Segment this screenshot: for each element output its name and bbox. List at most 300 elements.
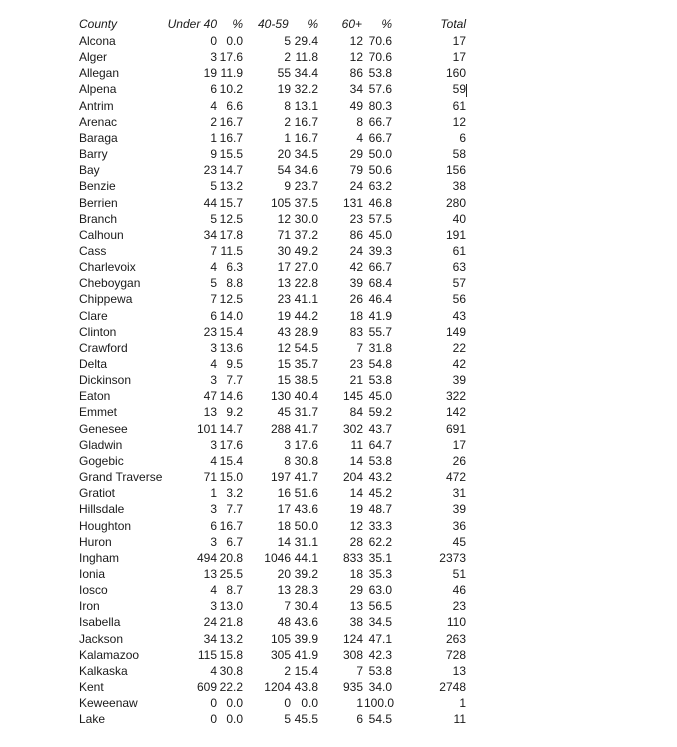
county-cell[interactable]: Jackson (79, 632, 124, 646)
under-40-percent-cell[interactable]: 14.0 (219, 309, 243, 323)
total-cell[interactable]: 61 (452, 99, 466, 113)
header-under-40-percent[interactable]: % (232, 17, 243, 31)
age-60-plus-cell[interactable]: 14 (349, 486, 363, 500)
age-60-plus-percent-cell[interactable]: 57.6 (368, 82, 392, 96)
age-40-59-percent-cell[interactable]: 45.5 (294, 712, 318, 726)
age-40-59-cell[interactable]: 45 (277, 405, 291, 419)
county-cell[interactable]: Clare (79, 309, 108, 323)
age-60-plus-cell[interactable]: 18 (349, 567, 363, 581)
age-40-59-percent-cell[interactable]: 29.4 (294, 34, 318, 48)
age-60-plus-cell[interactable]: 86 (349, 66, 363, 80)
age-40-59-percent-cell[interactable]: 30.4 (294, 599, 318, 613)
under-40-percent-cell[interactable]: 30.8 (219, 664, 243, 678)
under-40-percent-cell[interactable]: 17.8 (219, 228, 243, 242)
under-40-percent-cell[interactable]: 8.7 (226, 583, 243, 597)
total-cell[interactable]: 56 (452, 292, 466, 306)
county-cell[interactable]: Lake (79, 712, 106, 726)
age-40-59-percent-cell[interactable]: 41.7 (294, 470, 318, 484)
age-60-plus-cell[interactable]: 13 (349, 599, 363, 613)
age-60-plus-percent-cell[interactable]: 31.8 (368, 341, 392, 355)
age-60-plus-cell[interactable]: 7 (356, 664, 363, 678)
header-40-59-percent[interactable]: % (307, 17, 318, 31)
under-40-percent-cell[interactable]: 13.2 (219, 632, 243, 646)
age-60-plus-percent-cell[interactable]: 46.8 (368, 196, 392, 210)
county-cell[interactable]: Benzie (79, 179, 116, 193)
age-60-plus-percent-cell[interactable]: 55.7 (368, 325, 392, 339)
age-40-59-cell[interactable]: 43 (277, 325, 291, 339)
age-40-59-cell[interactable]: 71 (277, 228, 291, 242)
age-60-plus-cell[interactable]: 23 (349, 212, 363, 226)
age-40-59-cell[interactable]: 2 (284, 664, 291, 678)
age-60-plus-cell[interactable]: 86 (349, 228, 363, 242)
age-60-plus-percent-cell[interactable]: 39.3 (368, 244, 392, 258)
header-60-plus[interactable]: 60+ (341, 17, 362, 31)
age-60-plus-cell[interactable]: 84 (349, 405, 363, 419)
age-40-59-cell[interactable]: 0 (284, 696, 291, 710)
age-60-plus-percent-cell[interactable]: 34.0 (368, 680, 392, 694)
age-40-59-cell[interactable]: 1 (284, 131, 291, 145)
age-60-plus-percent-cell[interactable]: 33.3 (368, 519, 392, 533)
age-40-59-percent-cell[interactable]: 35.7 (294, 357, 318, 371)
county-cell[interactable]: Gogebic (79, 454, 124, 468)
age-60-plus-cell[interactable]: 302 (342, 422, 363, 436)
under-40-percent-cell[interactable]: 21.8 (219, 615, 243, 629)
age-40-59-percent-cell[interactable]: 0.0 (301, 696, 318, 710)
age-40-59-cell[interactable]: 5 (284, 34, 291, 48)
age-60-plus-cell[interactable]: 4 (356, 131, 363, 145)
under-40-cell[interactable]: 0 (210, 712, 217, 726)
county-cell[interactable]: Houghton (79, 519, 132, 533)
total-cell[interactable]: 26 (452, 454, 466, 468)
county-cell[interactable]: Cheboygan (79, 276, 141, 290)
age-40-59-percent-cell[interactable]: 43.8 (294, 680, 318, 694)
total-cell[interactable]: 22 (452, 341, 466, 355)
header-total[interactable]: Total (440, 17, 466, 31)
under-40-percent-cell[interactable]: 15.7 (219, 196, 243, 210)
total-cell[interactable]: 728 (445, 648, 466, 662)
under-40-cell[interactable]: 13 (203, 567, 217, 581)
age-40-59-percent-cell[interactable]: 38.5 (294, 373, 318, 387)
age-60-plus-percent-cell[interactable]: 56.5 (368, 599, 392, 613)
county-cell[interactable]: Genesee (79, 422, 128, 436)
under-40-percent-cell[interactable]: 7.7 (226, 373, 243, 387)
age-40-59-cell[interactable]: 3 (284, 438, 291, 452)
header-under-40[interactable]: Under 40 (167, 17, 217, 31)
age-40-59-percent-cell[interactable]: 30.0 (294, 212, 318, 226)
age-40-59-cell[interactable]: 13 (277, 276, 291, 290)
age-40-59-cell[interactable]: 54 (277, 163, 291, 177)
age-40-59-percent-cell[interactable]: 22.8 (294, 276, 318, 290)
county-cell[interactable]: Alcona (79, 34, 116, 48)
age-60-plus-percent-cell[interactable]: 48.7 (368, 502, 392, 516)
under-40-cell[interactable]: 44 (203, 196, 217, 210)
age-60-plus-cell[interactable]: 204 (342, 470, 363, 484)
county-cell[interactable]: Bay (79, 163, 100, 177)
age-60-plus-cell[interactable]: 6 (356, 712, 363, 726)
under-40-cell[interactable]: 1 (210, 131, 217, 145)
age-60-plus-cell[interactable]: 42 (349, 260, 363, 274)
age-60-plus-cell[interactable]: 38 (349, 615, 363, 629)
age-60-plus-cell[interactable]: 131 (342, 196, 363, 210)
total-cell[interactable]: 12 (452, 115, 466, 129)
under-40-percent-cell[interactable]: 11.9 (220, 66, 243, 80)
age-60-plus-percent-cell[interactable]: 62.2 (368, 535, 392, 549)
under-40-cell[interactable]: 6 (210, 519, 217, 533)
age-40-59-percent-cell[interactable]: 50.0 (294, 519, 318, 533)
age-60-plus-cell[interactable]: 79 (349, 163, 363, 177)
age-40-59-cell[interactable]: 17 (277, 260, 291, 274)
under-40-percent-cell[interactable]: 6.7 (226, 535, 243, 549)
under-40-percent-cell[interactable]: 7.7 (226, 502, 243, 516)
total-cell[interactable]: 110 (446, 615, 466, 629)
age-40-59-cell[interactable]: 12 (277, 212, 291, 226)
age-40-59-cell[interactable]: 20 (277, 147, 291, 161)
age-60-plus-percent-cell[interactable]: 43.7 (368, 422, 392, 436)
under-40-percent-cell[interactable]: 14.7 (219, 163, 243, 177)
age-40-59-percent-cell[interactable]: 28.9 (294, 325, 318, 339)
county-cell[interactable]: Alger (79, 50, 108, 64)
county-cell[interactable]: Keweenaw (79, 696, 138, 710)
county-cell[interactable]: Alpena (79, 82, 117, 96)
age-60-plus-cell[interactable]: 49 (349, 99, 363, 113)
age-60-plus-cell[interactable]: 11 (350, 438, 363, 452)
under-40-percent-cell[interactable]: 10.2 (219, 82, 243, 96)
age-60-plus-cell[interactable]: 833 (342, 551, 363, 565)
age-60-plus-cell[interactable]: 39 (349, 276, 363, 290)
age-40-59-cell[interactable]: 23 (277, 292, 291, 306)
age-40-59-cell[interactable]: 7 (284, 599, 291, 613)
age-60-plus-percent-cell[interactable]: 53.8 (368, 664, 392, 678)
age-40-59-cell[interactable]: 1204 (264, 680, 291, 694)
county-cell[interactable]: Arenac (79, 115, 118, 129)
age-60-plus-cell[interactable]: 935 (342, 680, 363, 694)
county-cell[interactable]: Chippewa (79, 292, 133, 306)
age-40-59-percent-cell[interactable]: 44.2 (294, 309, 318, 323)
age-60-plus-percent-cell[interactable]: 45.0 (368, 228, 392, 242)
age-60-plus-percent-cell[interactable]: 66.7 (368, 260, 392, 274)
age-60-plus-percent-cell[interactable]: 63.0 (368, 583, 392, 597)
age-60-plus-percent-cell[interactable]: 34.5 (368, 615, 392, 629)
total-cell[interactable]: 280 (445, 196, 466, 210)
age-40-59-percent-cell[interactable]: 11.8 (295, 50, 318, 64)
age-40-59-cell[interactable]: 15 (277, 373, 291, 387)
total-cell[interactable]: 31 (452, 486, 466, 500)
under-40-percent-cell[interactable]: 13.6 (219, 341, 243, 355)
total-cell[interactable]: 160 (445, 66, 466, 80)
age-40-59-percent-cell[interactable]: 44.1 (294, 551, 318, 565)
age-60-plus-cell[interactable]: 1 (356, 696, 363, 710)
county-cell[interactable]: Kent (79, 680, 104, 694)
under-40-cell[interactable]: 4 (210, 357, 217, 371)
age-40-59-percent-cell[interactable]: 39.2 (294, 567, 318, 581)
age-60-plus-percent-cell[interactable]: 66.7 (368, 115, 392, 129)
under-40-percent-cell[interactable]: 16.7 (219, 519, 243, 533)
age-40-59-percent-cell[interactable]: 30.8 (294, 454, 318, 468)
age-60-plus-cell[interactable]: 7 (356, 341, 363, 355)
county-cell[interactable]: Delta (79, 357, 108, 371)
county-cell[interactable]: Berrien (79, 196, 118, 210)
age-60-plus-cell[interactable]: 28 (349, 535, 363, 549)
total-cell[interactable]: 59 (452, 82, 466, 96)
age-40-59-cell[interactable]: 14 (277, 535, 291, 549)
under-40-cell[interactable]: 3 (210, 341, 217, 355)
total-cell[interactable]: 42 (452, 357, 466, 371)
under-40-cell[interactable]: 23 (203, 163, 217, 177)
age-60-plus-percent-cell[interactable]: 57.5 (368, 212, 392, 226)
under-40-percent-cell[interactable]: 3.2 (226, 486, 243, 500)
age-40-59-cell[interactable]: 19 (277, 309, 291, 323)
under-40-percent-cell[interactable]: 14.7 (219, 422, 243, 436)
total-cell[interactable]: 36 (452, 519, 466, 533)
under-40-cell[interactable]: 1 (210, 486, 217, 500)
age-60-plus-percent-cell[interactable]: 53.8 (368, 66, 392, 80)
under-40-percent-cell[interactable]: 12.5 (219, 212, 243, 226)
under-40-percent-cell[interactable]: 8.8 (226, 276, 243, 290)
county-cell[interactable]: Huron (79, 535, 112, 549)
total-cell[interactable]: 17 (452, 438, 466, 452)
total-cell[interactable]: 63 (452, 260, 466, 274)
age-40-59-percent-cell[interactable]: 37.2 (294, 228, 318, 242)
age-40-59-percent-cell[interactable]: 34.6 (294, 163, 318, 177)
under-40-percent-cell[interactable]: 9.5 (226, 357, 243, 371)
under-40-cell[interactable]: 3 (210, 535, 217, 549)
age-60-plus-percent-cell[interactable]: 63.2 (368, 179, 392, 193)
age-40-59-cell[interactable]: 9 (284, 179, 291, 193)
under-40-percent-cell[interactable]: 15.8 (219, 648, 243, 662)
total-cell[interactable]: 39 (452, 502, 466, 516)
total-cell[interactable]: 40 (452, 212, 466, 226)
total-cell[interactable]: 17 (452, 50, 466, 64)
age-60-plus-percent-cell[interactable]: 66.7 (368, 131, 392, 145)
age-60-plus-percent-cell[interactable]: 54.5 (368, 712, 392, 726)
age-60-plus-percent-cell[interactable]: 50.0 (368, 147, 392, 161)
total-cell[interactable]: 45 (452, 535, 466, 549)
under-40-percent-cell[interactable]: 6.3 (226, 260, 243, 274)
header-40-59[interactable]: 40-59 (258, 17, 289, 31)
age-40-59-percent-cell[interactable]: 37.5 (294, 196, 318, 210)
total-cell[interactable]: 23 (452, 599, 466, 613)
age-60-plus-percent-cell[interactable]: 53.8 (368, 373, 392, 387)
age-60-plus-percent-cell[interactable]: 41.9 (368, 309, 392, 323)
age-40-59-percent-cell[interactable]: 51.6 (294, 486, 318, 500)
age-40-59-percent-cell[interactable]: 41.7 (294, 422, 318, 436)
age-40-59-cell[interactable]: 48 (277, 615, 291, 629)
age-40-59-percent-cell[interactable]: 27.0 (294, 260, 318, 274)
age-60-plus-percent-cell[interactable]: 45.2 (368, 486, 392, 500)
age-40-59-cell[interactable]: 197 (270, 470, 291, 484)
age-60-plus-cell[interactable]: 124 (342, 632, 363, 646)
age-60-plus-percent-cell[interactable]: 53.8 (368, 454, 392, 468)
header-county[interactable]: County (79, 17, 118, 31)
under-40-cell[interactable]: 6 (210, 82, 217, 96)
total-cell[interactable]: 191 (445, 228, 466, 242)
age-60-plus-percent-cell[interactable]: 59.2 (368, 405, 392, 419)
age-40-59-cell[interactable]: 130 (270, 389, 291, 403)
age-40-59-cell[interactable]: 2 (284, 115, 291, 129)
age-40-59-percent-cell[interactable]: 31.1 (294, 535, 318, 549)
under-40-percent-cell[interactable]: 25.5 (219, 567, 243, 581)
age-60-plus-cell[interactable]: 18 (349, 309, 363, 323)
total-cell[interactable]: 11 (453, 712, 466, 726)
county-cell[interactable]: Charlevoix (79, 260, 136, 274)
under-40-cell[interactable]: 71 (203, 470, 217, 484)
age-40-59-percent-cell[interactable]: 15.4 (294, 664, 318, 678)
under-40-cell[interactable]: 4 (210, 583, 217, 597)
county-cell[interactable]: Cass (79, 244, 107, 258)
age-40-59-cell[interactable]: 17 (277, 502, 291, 516)
age-40-59-percent-cell[interactable]: 17.6 (294, 438, 318, 452)
total-cell[interactable]: 46 (452, 583, 466, 597)
age-40-59-cell[interactable]: 20 (277, 567, 291, 581)
under-40-percent-cell[interactable]: 15.5 (219, 147, 243, 161)
county-cell[interactable]: Grand Traverse (79, 470, 163, 484)
age-40-59-percent-cell[interactable]: 28.3 (294, 583, 318, 597)
total-cell[interactable]: 58 (452, 147, 466, 161)
total-cell[interactable]: 1 (459, 696, 466, 710)
age-60-plus-percent-cell[interactable]: 100.0 (364, 696, 395, 710)
age-60-plus-cell[interactable]: 29 (349, 147, 363, 161)
under-40-cell[interactable]: 19 (203, 66, 217, 80)
total-cell[interactable]: 6 (459, 131, 466, 145)
age-60-plus-cell[interactable]: 12 (349, 34, 363, 48)
age-60-plus-cell[interactable]: 8 (356, 115, 363, 129)
age-60-plus-percent-cell[interactable]: 35.3 (368, 567, 392, 581)
age-40-59-cell[interactable]: 5 (284, 712, 291, 726)
age-40-59-cell[interactable]: 105 (270, 632, 291, 646)
under-40-cell[interactable]: 23 (203, 325, 217, 339)
total-cell[interactable]: 142 (445, 405, 466, 419)
under-40-cell[interactable]: 24 (203, 615, 217, 629)
age-40-59-cell[interactable]: 15 (277, 357, 291, 371)
age-40-59-percent-cell[interactable]: 16.7 (294, 131, 318, 145)
age-40-59-cell[interactable]: 288 (270, 422, 291, 436)
total-cell[interactable]: 38 (452, 179, 466, 193)
under-40-percent-cell[interactable]: 17.6 (219, 50, 243, 64)
under-40-cell[interactable]: 4 (210, 260, 217, 274)
county-cell[interactable]: Ingham (79, 551, 120, 565)
age-60-plus-cell[interactable]: 23 (349, 357, 363, 371)
age-40-59-cell[interactable]: 55 (277, 66, 291, 80)
header-60-plus-percent[interactable]: % (381, 17, 392, 31)
under-40-cell[interactable]: 4 (210, 664, 217, 678)
under-40-cell[interactable]: 3 (210, 502, 217, 516)
under-40-percent-cell[interactable]: 14.6 (219, 389, 243, 403)
under-40-cell[interactable]: 2 (210, 115, 217, 129)
age-60-plus-percent-cell[interactable]: 54.8 (368, 357, 392, 371)
under-40-percent-cell[interactable]: 9.2 (226, 405, 243, 419)
total-cell[interactable]: 13 (452, 664, 466, 678)
total-cell[interactable]: 61 (452, 244, 466, 258)
age-40-59-cell[interactable]: 16 (277, 486, 291, 500)
age-60-plus-percent-cell[interactable]: 42.3 (368, 648, 392, 662)
age-40-59-percent-cell[interactable]: 54.5 (294, 341, 318, 355)
total-cell[interactable]: 322 (445, 389, 466, 403)
total-cell[interactable]: 43 (452, 309, 466, 323)
age-40-59-cell[interactable]: 2 (284, 50, 291, 64)
age-40-59-percent-cell[interactable]: 32.2 (294, 82, 318, 96)
total-cell[interactable]: 51 (452, 567, 466, 581)
age-40-59-cell[interactable]: 19 (277, 82, 291, 96)
under-40-percent-cell[interactable]: 0.0 (226, 34, 243, 48)
under-40-cell[interactable]: 5 (210, 212, 217, 226)
age-40-59-percent-cell[interactable]: 13.1 (294, 99, 318, 113)
under-40-percent-cell[interactable]: 0.0 (226, 712, 243, 726)
age-60-plus-cell[interactable]: 19 (349, 502, 363, 516)
age-60-plus-cell[interactable]: 308 (342, 648, 363, 662)
age-40-59-cell[interactable]: 1046 (264, 551, 291, 565)
under-40-cell[interactable]: 4 (210, 99, 217, 113)
county-cell[interactable]: Kalamazoo (79, 648, 140, 662)
under-40-cell[interactable]: 7 (210, 292, 217, 306)
under-40-cell[interactable]: 9 (210, 147, 217, 161)
age-60-plus-cell[interactable]: 14 (349, 454, 363, 468)
age-40-59-percent-cell[interactable]: 41.1 (294, 292, 318, 306)
age-60-plus-cell[interactable]: 145 (342, 389, 363, 403)
age-60-plus-percent-cell[interactable]: 68.4 (368, 276, 392, 290)
county-cell[interactable]: Branch (79, 212, 118, 226)
age-60-plus-cell[interactable]: 83 (349, 325, 363, 339)
age-40-59-cell[interactable]: 305 (270, 648, 291, 662)
under-40-cell[interactable]: 34 (203, 228, 217, 242)
under-40-percent-cell[interactable]: 16.7 (219, 131, 243, 145)
age-60-plus-cell[interactable]: 34 (349, 82, 363, 96)
age-40-59-percent-cell[interactable]: 16.7 (294, 115, 318, 129)
age-40-59-percent-cell[interactable]: 31.7 (294, 405, 318, 419)
county-cell[interactable]: Crawford (79, 341, 128, 355)
under-40-percent-cell[interactable]: 17.6 (219, 438, 243, 452)
age-40-59-cell[interactable]: 12 (277, 341, 291, 355)
county-cell[interactable]: Iosco (79, 583, 108, 597)
total-cell[interactable]: 156 (445, 163, 466, 177)
under-40-percent-cell[interactable]: 0.0 (226, 696, 243, 710)
age-40-59-cell[interactable]: 13 (277, 583, 291, 597)
under-40-percent-cell[interactable]: 22.2 (219, 680, 243, 694)
county-cell[interactable]: Kalkaska (79, 664, 128, 678)
county-cell[interactable]: Dickinson (79, 373, 132, 387)
under-40-cell[interactable]: 7 (210, 244, 217, 258)
under-40-percent-cell[interactable]: 16.7 (219, 115, 243, 129)
total-cell[interactable]: 263 (445, 632, 466, 646)
county-cell[interactable]: Baraga (79, 131, 118, 145)
under-40-percent-cell[interactable]: 12.5 (219, 292, 243, 306)
age-40-59-percent-cell[interactable]: 23.7 (294, 179, 318, 193)
under-40-percent-cell[interactable]: 15.4 (219, 325, 243, 339)
county-cell[interactable]: Antrim (79, 99, 114, 113)
age-60-plus-cell[interactable]: 26 (349, 292, 363, 306)
age-60-plus-cell[interactable]: 12 (349, 519, 363, 533)
age-60-plus-percent-cell[interactable]: 46.4 (368, 292, 392, 306)
age-60-plus-percent-cell[interactable]: 47.1 (368, 632, 392, 646)
under-40-cell[interactable]: 34 (203, 632, 217, 646)
total-cell[interactable]: 149 (445, 325, 466, 339)
county-cell[interactable]: Iron (79, 599, 100, 613)
age-60-plus-percent-cell[interactable]: 45.0 (368, 389, 392, 403)
under-40-cell[interactable]: 3 (210, 599, 217, 613)
age-60-plus-percent-cell[interactable]: 50.6 (368, 163, 392, 177)
age-40-59-cell[interactable]: 18 (277, 519, 291, 533)
total-cell[interactable]: 57 (452, 276, 466, 290)
age-60-plus-cell[interactable]: 21 (349, 373, 363, 387)
age-40-59-percent-cell[interactable]: 49.2 (294, 244, 318, 258)
age-40-59-cell[interactable]: 30 (277, 244, 291, 258)
county-cell[interactable]: Allegan (79, 66, 120, 80)
county-cell[interactable]: Clinton (79, 325, 117, 339)
age-40-59-percent-cell[interactable]: 34.5 (294, 147, 318, 161)
age-40-59-cell[interactable]: 8 (284, 99, 291, 113)
county-cell[interactable]: Isabella (79, 615, 121, 629)
under-40-cell[interactable]: 115 (197, 648, 217, 662)
under-40-percent-cell[interactable]: 20.8 (219, 551, 243, 565)
